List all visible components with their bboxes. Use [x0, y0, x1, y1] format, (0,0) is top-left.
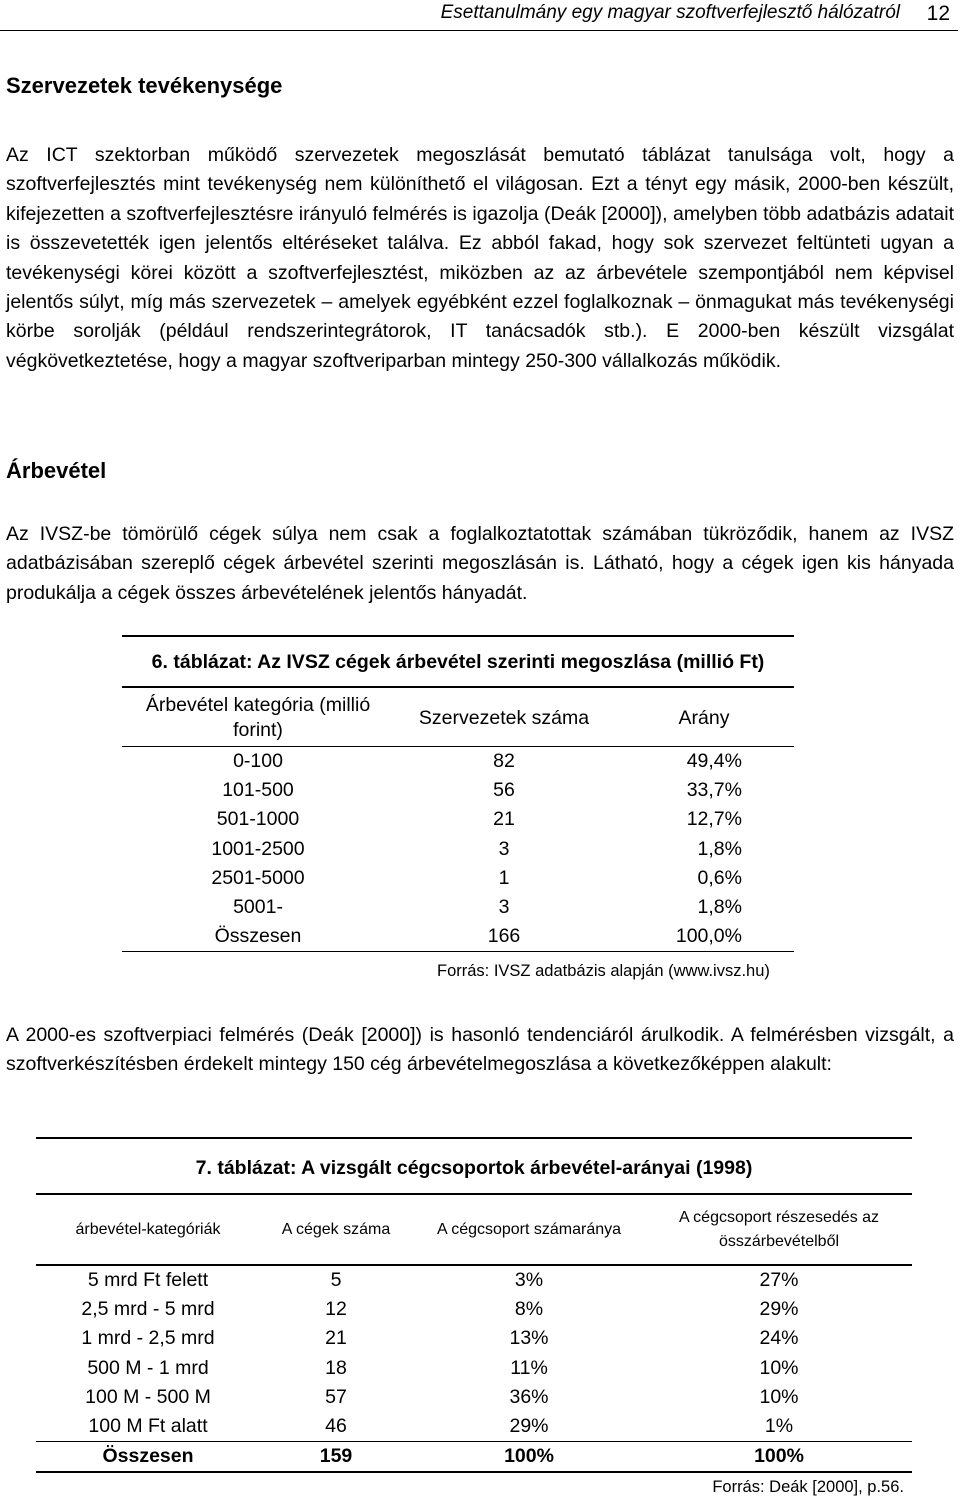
table6-cell: 12,7% [686, 808, 742, 831]
table6-cell: 501-1000 [216, 808, 300, 831]
table6-caption-rule [122, 686, 794, 688]
header-title: Esettanulmány egy magyar szoftverfejlesztő hálózatról [440, 2, 900, 23]
table-row [122, 864, 794, 893]
table-row [122, 747, 794, 777]
table7-cell: 29% [509, 1415, 549, 1438]
table6-total-count: 166 [487, 925, 521, 948]
table-row [122, 805, 794, 834]
table7-total-label: Összesen [102, 1445, 194, 1468]
table7-header-count: A cégek száma [281, 1221, 391, 1238]
section-heading-activity: Szervezetek tevékenysége [6, 73, 283, 98]
table6 [122, 690, 794, 952]
table6-cell: 1 [498, 866, 510, 889]
table7-top-rule [36, 1137, 912, 1139]
paragraph-revenue: Az IVSZ-be tömörülő cégek súlya nem csak a foglalkoztatottak számában tükröződik, hanem az IVSZ adatbázisában szereplő cégek árbevétel szerinti megoszlásán is. Látható, hogy a cégek igen kis hányada produkálja a cégek összes árbevételének jelentős hányadát. [6, 523, 954, 604]
table6-cell: 3 [498, 837, 510, 860]
table6-total-row [122, 922, 794, 952]
page-header [0, 0, 958, 31]
table6-header-category: Árbevétel kategória (millió forint) [145, 694, 371, 741]
table-row [36, 1354, 912, 1383]
table7-cell: 13% [509, 1327, 549, 1350]
table7-cell: 2,5 mrd - 5 mrd [81, 1298, 215, 1321]
table7-cell: 46 [325, 1415, 347, 1438]
table7-cell: 21 [325, 1327, 347, 1350]
table-row [36, 1383, 912, 1412]
table7-cell: 100 M Ft alatt [88, 1415, 208, 1438]
table6-cell: 56 [493, 779, 515, 802]
table6-cell: 3 [498, 896, 510, 919]
table6-cell: 5001- [233, 896, 283, 919]
table7-header-row [36, 1196, 912, 1265]
table6-cell: 1,8% [697, 837, 742, 860]
table6-cell: 82 [493, 750, 515, 773]
table7-cell: 57 [325, 1385, 347, 1408]
table7-total-row [36, 1442, 912, 1473]
table7-cell: 10% [759, 1356, 799, 1379]
table6-cell: 1,8% [697, 896, 742, 919]
table-row [122, 893, 794, 922]
table7-cell: 8% [514, 1298, 544, 1321]
table7-header-share: A cégcsoport számaránya [436, 1221, 622, 1238]
table7-cell: 11% [510, 1356, 548, 1379]
table7-cell: 10% [759, 1385, 799, 1408]
table7-caption: 7. táblázat: A vizsgált cégcsoportok árbevétel-arányai (1998) [195, 1157, 753, 1179]
table7-cell: 27% [759, 1269, 799, 1292]
table-row [36, 1412, 912, 1442]
table6-cell: 2501-5000 [211, 866, 305, 889]
table7-header-category: árbevétel-kategóriák [75, 1221, 221, 1238]
table7-header-revenue-share: A cégcsoport részesedés az összárbevételből [678, 1209, 880, 1250]
table6-cell: 49,4% [686, 750, 742, 773]
table6-source: Forrás: IVSZ adatbázis alapján (www.ivsz.hu) [437, 962, 770, 980]
table6-header-row [122, 690, 794, 747]
section-heading-revenue: Árbevétel [6, 458, 107, 483]
table6-header-ratio: Arány [678, 706, 730, 729]
table6-cell: 1001-2500 [211, 837, 305, 860]
table7 [36, 1196, 912, 1473]
table7-cell: 3% [514, 1269, 544, 1292]
table6-total-label: Összesen [214, 925, 302, 948]
table6-cell: 101-500 [222, 779, 294, 802]
table6-total-ratio: 100,0% [675, 925, 742, 948]
table-row [122, 835, 794, 864]
table7-cell: 18 [325, 1356, 347, 1379]
table6-cell: 33,7% [686, 779, 742, 802]
table6-cell: 0,6% [697, 866, 742, 889]
table-row [36, 1324, 912, 1353]
table7-cell: 500 M - 1 mrd [87, 1356, 209, 1379]
paragraph-activity: Az ICT szektorban működő szervezetek megoszlását bemutató táblázat tanulsága volt, hogy a szoftverfejlesztés mint tevékenység nem különíthető el világosan. Ezt a tényt egy másik, 2000-ben készült, kifejezetten a szoftverfejlesztésre irányuló felmérés is igazolja (Deák [2000]), amelyben több adatbázis adatait is összevetették igen jelentős eltéréseket találva. Ez abból fakad, hogy sok szervezet feltünteti ugyan a tevékenységi körei között a szoftverfejlesztést, miközben az az árbevétele szempontjából nem képvisel jelentős súlyt, míg más szervezetek – amelyek egyébként ezzel foglalkoznak – önmagukat más tevékenységi körbe sorolják (például rendszerintegrátorok, IT tanácsadók stb.). E 2000-ben készült vizsgálat végkövetkeztetése, hogy a magyar szoftveriparban mintegy 250-300 vállalkozás működik. [6, 144, 954, 372]
table7-cell: 1 mrd - 2,5 mrd [81, 1327, 215, 1350]
table7-cell: 100 M - 500 M [85, 1385, 211, 1408]
paragraph-survey: A 2000-es szoftverpiaci felmérés (Deák [2000]) is hasonló tendenciáról árulkodik. A felmérésben vizsgált, a szoftverkészítésben érdekelt mintegy 150 cég árbevételmegoszlása a következőképpen alakult: [6, 1024, 954, 1076]
table6-cell: 0-100 [233, 750, 283, 773]
table7-total-share: 100% [504, 1445, 554, 1468]
table-row [36, 1295, 912, 1324]
table7-cell: 5 [330, 1269, 342, 1292]
table6-cell: 21 [493, 808, 515, 831]
table7-cell: 1% [764, 1415, 794, 1438]
table7-caption-rule [36, 1193, 912, 1195]
table6-header-count: Szervezetek száma [418, 706, 590, 729]
table6-top-rule [122, 635, 794, 637]
table7-cell: 36% [509, 1385, 549, 1408]
table-row [36, 1265, 912, 1295]
table7-cell: 5 mrd Ft felett [87, 1269, 209, 1292]
table7-source: Forrás: Deák [2000], p.56. [712, 1478, 904, 1496]
table6-caption: 6. táblázat: Az IVSZ cégek árbevétel szerinti megoszlása (millió Ft) [151, 651, 765, 673]
page-number: 12 [926, 2, 950, 25]
table7-cell: 24% [759, 1327, 799, 1350]
table7-total-count: 159 [319, 1445, 353, 1468]
table-row [122, 776, 794, 805]
table7-cell: 12 [325, 1298, 347, 1321]
table7-cell: 29% [759, 1298, 799, 1321]
table7-total-revenue-share: 100% [754, 1445, 804, 1468]
